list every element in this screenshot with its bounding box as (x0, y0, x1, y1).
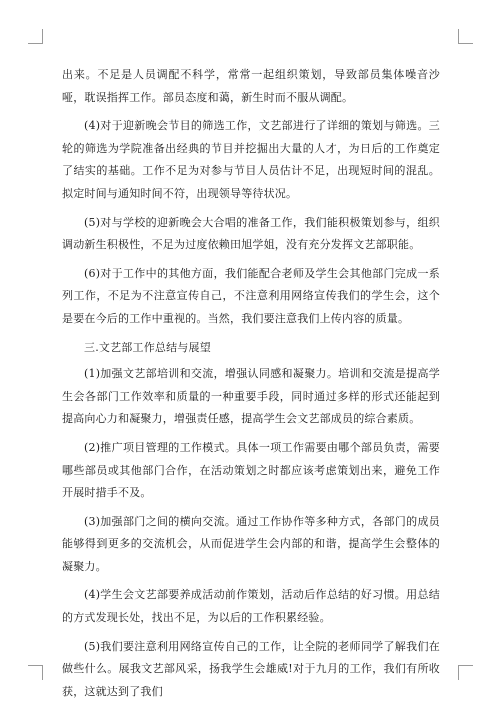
paragraph-outlook-5: (5)我们要注意利用网络宣传自己的工作，让全院的老师同学了解我们在做些什么。展我文艺部风采，扬我学生会雄威!对于九月的工作，我们有所收获，这就达到了我们 (62, 639, 440, 698)
document-body (62, 64, 440, 707)
crop-mark-top-left (28, 29, 43, 44)
paragraph-outlook-1: (1)加强文艺部培训和交流，增强认同感和凝聚力。培训和交流是提高学生会各部门工作效率和质量的一种重要手段，同时通过多样的形式还能起到提高向心力和凝聚力，增强责任感，提高学生会文艺部成员的综合素质。 (62, 367, 440, 426)
section-heading: 三.文艺部工作总结与展望 (84, 340, 211, 354)
crop-mark-bottom-left (28, 665, 43, 680)
crop-mark-top-right (458, 29, 473, 44)
paragraph-continued: 出来。不足是人员调配不科学，常常一起组织策划，导致部员集体噪音沙哑，耽误指挥工作。部员态度和蔼，新生时而不服从调配。 (62, 68, 440, 104)
paragraph-item-4: (4)对于迎新晚会节目的筛选工作，文艺部进行了详细的策划与筛选。三轮的筛选为学院准备出经典的节目并挖掘出大量的人才，为日后的工作奠定了结实的基础。工作不足为对参与节目人员估计不足，出现短时间的混乱。拟定时间与通知时间不符，出现领导等待状况。 (62, 119, 440, 200)
paragraph-outlook-4: (4)学生会文艺部要养成活动前作策划，活动后作总结的好习惯。用总结的方式发现长处，找出不足，为以后的工作积累经验。 (62, 588, 440, 625)
paragraph-item-6: (6)对于工作中的其他方面，我们能配合老师及学生会其他部门完成一系列工作，不足为不注意宣传自己，不注意利用网络宣传我们的学生会，这个是要在今后的工作中重视的。当然，我们要注意我们上传内容的质量。 (62, 266, 440, 325)
crop-mark-bottom-right (458, 665, 473, 680)
paragraph-outlook-2: (2)推广项目管理的工作模式。具体一项工作需要由哪个部员负责，需要哪些部员或其他部门合作，在活动策划之时都应该考虑策划出来，避免工作开展时措手不及。 (62, 440, 440, 500)
paragraph-item-5: (5)对与学校的迎新晚会大合唱的准备工作，我们能积极策划参与，组织调动新生积极性，不足为过度依赖田旭学姐，没有充分发挥文艺部职能。 (62, 215, 440, 252)
paragraph-outlook-3: (3)加强部门之间的横向交流。通过工作协作等多种方式，各部门的成员能够得到更多的交流机会，从而促进学生会内部的和谐，提高学生会整体的凝聚力。 (62, 514, 440, 573)
